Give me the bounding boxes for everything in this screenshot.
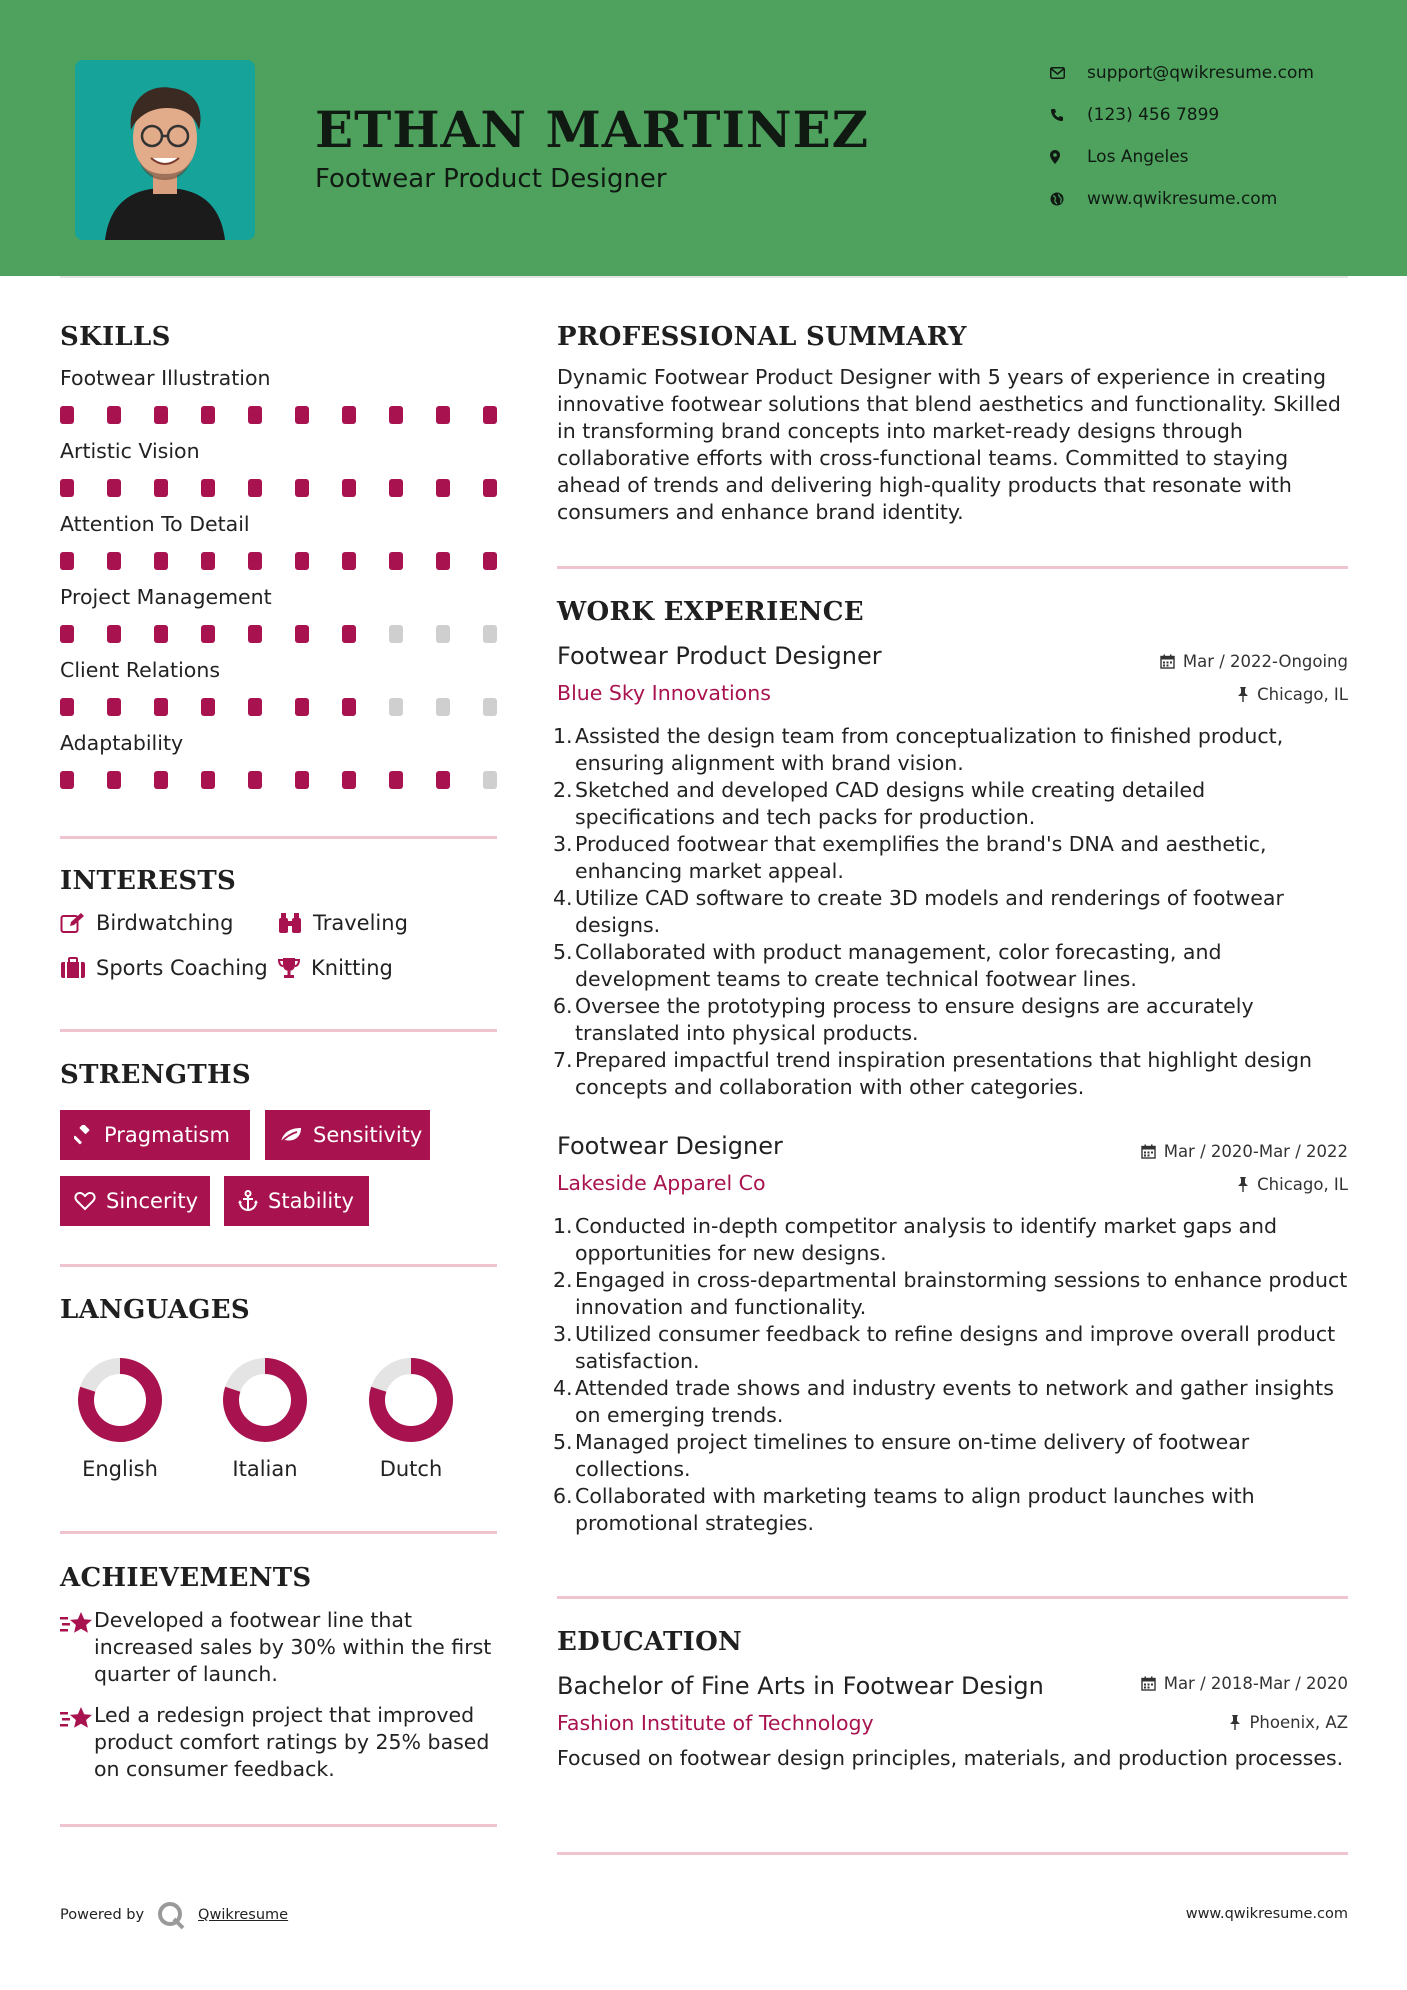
header-banner	[0, 0, 1407, 276]
skills-list	[60, 366, 497, 804]
contact-email[interactable]	[1050, 52, 1314, 94]
job-dates-text: Mar / 2020-Mar / 2022	[1163, 1142, 1348, 1161]
skill-name: Footwear Illustration	[60, 366, 271, 390]
skill-rating	[60, 625, 497, 643]
skill-rating-dot	[436, 406, 450, 424]
calendar-icon	[1141, 1144, 1156, 1159]
skill-rating-dot	[201, 552, 215, 570]
calendar-icon	[1141, 1676, 1156, 1691]
language-item	[50, 1355, 190, 1481]
job-duty-item: Oversee the prototyping process to ensure designs are accurately translated into physical products.	[575, 994, 1254, 1045]
section-divider	[60, 1824, 497, 1827]
skill-rating-dot	[389, 771, 403, 789]
job-location-text: Chicago, IL	[1257, 685, 1348, 704]
summary-title: PROFESSIONAL SUMMARY	[557, 322, 967, 352]
skill-rating	[60, 771, 497, 789]
footer-url[interactable]: www.qwikresume.com	[1185, 1906, 1348, 1922]
job-title: Footwear Designer	[557, 1132, 783, 1160]
skill-rating-dot	[154, 698, 168, 716]
skill-item	[60, 731, 497, 804]
job-duty-item: Managed project timelines to ensure on-time delivery of footwear collections.	[575, 1430, 1250, 1481]
skill-rating-dot	[154, 406, 168, 424]
interest-item	[60, 956, 268, 980]
skill-rating-dot	[389, 552, 403, 570]
skill-rating-dot	[483, 698, 497, 716]
skill-rating-dot	[295, 479, 309, 497]
skill-rating-dot	[342, 625, 356, 643]
experience-title: WORK EXPERIENCE	[557, 597, 864, 627]
skill-rating-dot	[483, 552, 497, 570]
edit-icon	[60, 912, 86, 934]
achievement-item	[60, 1702, 497, 1783]
contact-website-text: www.qwikresume.com	[1087, 189, 1278, 209]
skill-rating-dot	[201, 406, 215, 424]
skill-name: Adaptability	[60, 731, 184, 755]
strength-label: Stability	[268, 1189, 354, 1213]
skill-rating-dot	[154, 625, 168, 643]
contact-website[interactable]	[1050, 178, 1314, 220]
section-divider	[60, 1264, 497, 1267]
job-duty-item: Collaborated with product management, color forecasting, and development teams to create technical footwear lines.	[575, 940, 1222, 991]
languages-section	[60, 1295, 497, 1325]
skill-rating-dot	[389, 406, 403, 424]
education-title: EDUCATION	[557, 1627, 743, 1657]
skill-name: Attention To Detail	[60, 512, 250, 536]
globe-icon	[1050, 192, 1087, 206]
skill-rating-dot	[60, 771, 74, 789]
achievements-section	[60, 1563, 497, 1593]
education-description: Focused on footwear design principles, materials, and production processes.	[557, 1746, 1344, 1770]
skill-item	[60, 658, 497, 731]
trophy-icon	[277, 957, 301, 979]
skill-rating-dot	[436, 479, 450, 497]
skills-title: SKILLS	[60, 322, 171, 352]
phone-icon	[1050, 108, 1087, 122]
job-duty-item: Prepared impactful trend inspiration presentations that highlight design concepts and collaboration with other categories.	[575, 1048, 1313, 1099]
footer-brand-link[interactable]: Qwikresume	[198, 1907, 289, 1923]
language-label: Dutch	[379, 1457, 443, 1481]
skill-rating-dot	[60, 479, 74, 497]
job-location	[1237, 685, 1348, 704]
skill-rating-dot	[342, 771, 356, 789]
skill-rating-dot	[248, 771, 262, 789]
skill-rating-dot	[342, 479, 356, 497]
contact-list	[1050, 52, 1314, 220]
interest-label: Sports Coaching	[96, 956, 268, 980]
strength-tag	[60, 1176, 210, 1226]
skill-rating-dot	[201, 479, 215, 497]
skill-rating-dot	[436, 625, 450, 643]
skill-name: Client Relations	[60, 658, 221, 682]
achievement-item	[60, 1607, 497, 1688]
skill-rating-dot	[483, 625, 497, 643]
skill-rating-dot	[483, 406, 497, 424]
skill-rating-dot	[107, 771, 121, 789]
skill-rating	[60, 406, 497, 424]
job-duties-list	[557, 1213, 1348, 1537]
map-marker-icon	[1050, 150, 1087, 164]
skill-rating-dot	[248, 479, 262, 497]
binoculars-icon	[277, 912, 303, 934]
skill-name: Artistic Vision	[60, 439, 200, 463]
header-divider	[60, 276, 1348, 278]
job-duty-item: Utilize CAD software to create 3D models and renderings of footwear designs.	[575, 886, 1284, 937]
candidate-role: Footwear Product Designer	[315, 164, 667, 194]
pin-icon	[1237, 1177, 1249, 1192]
achievement-text: Led a redesign project that improved product comfort ratings by 25% based on consumer feedback.	[94, 1703, 490, 1781]
summary-section	[557, 322, 1348, 526]
interest-label: Traveling	[313, 911, 408, 935]
education-location	[1229, 1713, 1348, 1732]
skill-rating-dot	[107, 406, 121, 424]
job-duty-item: Utilized consumer feedback to refine designs and improve overall product satisfaction.	[575, 1322, 1336, 1373]
language-proficiency-ring	[220, 1355, 310, 1445]
skill-rating-dot	[483, 771, 497, 789]
experience-section	[557, 597, 1348, 627]
education-location-text: Phoenix, AZ	[1249, 1713, 1348, 1732]
contact-location	[1050, 136, 1314, 178]
contact-phone[interactable]	[1050, 94, 1314, 136]
profile-photo	[75, 60, 255, 240]
interest-item	[277, 956, 393, 980]
skill-rating-dot	[342, 698, 356, 716]
job-duty-item: Engaged in cross-departmental brainstorming sessions to enhance product innovation and functionality.	[575, 1268, 1348, 1319]
section-divider	[557, 566, 1348, 569]
summary-text: Dynamic Footwear Product Designer with 5 years of experience in creating innovative footwear solutions that blend aesthetics and functionality. Skilled in transforming brand concepts into market-ready designs through collaborative efforts with cross-functional teams. Committed to staying ahead of trends and delivering high-quality products that resonate with consumers and enhance brand identity.	[557, 365, 1341, 524]
section-divider	[557, 1852, 1348, 1855]
skill-item	[60, 512, 497, 585]
strengths-section	[60, 1060, 497, 1090]
strengths-title: STRENGTHS	[60, 1060, 251, 1090]
language-item	[341, 1355, 481, 1481]
skill-rating-dot	[389, 625, 403, 643]
skill-rating-dot	[154, 479, 168, 497]
section-divider	[60, 1531, 497, 1534]
skill-rating-dot	[201, 771, 215, 789]
languages-title: LANGUAGES	[60, 1295, 250, 1325]
strength-tag	[60, 1110, 250, 1160]
interest-item	[277, 911, 408, 935]
skill-rating-dot	[295, 698, 309, 716]
job-location	[1237, 1175, 1348, 1194]
education-dates-text: Mar / 2018-Mar / 2020	[1163, 1674, 1348, 1693]
skill-rating-dot	[342, 406, 356, 424]
skill-rating-dot	[60, 698, 74, 716]
skill-rating-dot	[60, 625, 74, 643]
skill-item	[60, 439, 497, 512]
section-divider	[60, 1029, 497, 1032]
skill-rating-dot	[107, 625, 121, 643]
section-divider	[557, 1596, 1348, 1599]
language-proficiency-ring	[366, 1355, 456, 1445]
skill-rating-dot	[295, 625, 309, 643]
skill-item	[60, 585, 497, 658]
interest-label: Birdwatching	[96, 911, 234, 935]
interests-title: INTERESTS	[60, 866, 237, 896]
skill-rating-dot	[60, 552, 74, 570]
job-company: Lakeside Apparel Co	[557, 1171, 766, 1195]
powered-by-text: Powered by	[60, 1907, 145, 1923]
section-divider	[60, 836, 497, 839]
interest-item	[60, 911, 233, 935]
gavel-icon	[74, 1125, 94, 1145]
education-section	[557, 1627, 1348, 1657]
skill-rating-dot	[248, 552, 262, 570]
anchor-icon	[238, 1190, 258, 1212]
envelope-icon	[1050, 67, 1087, 79]
achievements-title: ACHIEVEMENTS	[60, 1563, 312, 1593]
footer-powered-by	[60, 1900, 288, 1930]
skill-rating-dot	[342, 552, 356, 570]
skill-rating-dot	[107, 479, 121, 497]
job-location-text: Chicago, IL	[1257, 1175, 1348, 1194]
skill-rating-dot	[295, 406, 309, 424]
leaf-icon	[279, 1126, 303, 1144]
skill-rating-dot	[107, 698, 121, 716]
suitcase-icon	[60, 957, 86, 979]
strength-tag	[265, 1110, 430, 1160]
education-dates	[1141, 1674, 1348, 1693]
qwikresume-logo-icon	[156, 1900, 186, 1930]
skill-rating-dot	[436, 771, 450, 789]
skill-item	[60, 366, 497, 439]
skill-rating	[60, 552, 497, 570]
skill-rating	[60, 698, 497, 716]
job-duty-item: Attended trade shows and industry events to network and gather insights on emerging trends.	[575, 1376, 1334, 1427]
contact-location-text: Los Angeles	[1087, 147, 1189, 167]
skill-rating-dot	[389, 479, 403, 497]
language-label: English	[82, 1457, 158, 1481]
skill-rating-dot	[436, 552, 450, 570]
interest-label: Knitting	[311, 956, 393, 980]
skill-rating-dot	[436, 698, 450, 716]
skill-rating-dot	[295, 552, 309, 570]
calendar-icon	[1160, 654, 1175, 669]
job-dates	[1160, 652, 1348, 671]
contact-phone-text: (123) 456 7899	[1087, 105, 1220, 125]
strength-tag	[224, 1176, 369, 1226]
job-dates-text: Mar / 2022-Ongoing	[1182, 652, 1348, 671]
pin-icon	[1237, 687, 1249, 702]
skill-name: Project Management	[60, 585, 272, 609]
job-duty-item: Produced footwear that exemplifies the brand's DNA and aesthetic, enhancing market appeal.	[575, 832, 1267, 883]
language-label: Italian	[232, 1457, 298, 1481]
candidate-name: ETHAN MARTINEZ	[315, 100, 870, 159]
skill-rating	[60, 479, 497, 497]
pin-icon	[1229, 1715, 1241, 1730]
heart-icon	[74, 1191, 96, 1211]
strength-label: Sincerity	[106, 1189, 199, 1213]
skill-rating-dot	[248, 698, 262, 716]
skill-rating-dot	[248, 406, 262, 424]
language-proficiency-ring	[75, 1355, 165, 1445]
star-icon	[60, 1702, 94, 1783]
skill-rating-dot	[389, 698, 403, 716]
skill-rating-dot	[154, 552, 168, 570]
language-item	[195, 1355, 335, 1481]
skill-rating-dot	[483, 479, 497, 497]
achievement-text: Developed a footwear line that increased sales by 30% within the first quarter of launch.	[94, 1608, 492, 1686]
skill-rating-dot	[201, 698, 215, 716]
education-degree: Bachelor of Fine Arts in Footwear Design	[557, 1672, 1044, 1700]
interests-section	[60, 866, 497, 896]
skill-rating-dot	[295, 771, 309, 789]
job-duty-item: Assisted the design team from conceptualization to finished product, ensuring alignment with brand vision.	[575, 724, 1284, 775]
contact-email-text: support@qwikresume.com	[1087, 63, 1314, 83]
education-school: Fashion Institute of Technology	[557, 1711, 874, 1735]
job-duty-item: Collaborated with marketing teams to align product launches with promotional strategies.	[575, 1484, 1255, 1535]
skill-rating-dot	[60, 406, 74, 424]
job-duty-item: Sketched and developed CAD designs while creating detailed specifications and tech packs for production.	[575, 778, 1206, 829]
job-duty-item: Conducted in-depth competitor analysis to identify market gaps and opportunities for new designs.	[575, 1214, 1278, 1265]
job-company: Blue Sky Innovations	[557, 681, 771, 705]
strength-label: Pragmatism	[104, 1123, 230, 1147]
skill-rating-dot	[107, 552, 121, 570]
skill-rating-dot	[154, 771, 168, 789]
job-duties-list	[557, 723, 1348, 1101]
star-icon	[60, 1607, 94, 1688]
skill-rating-dot	[248, 625, 262, 643]
skills-section	[60, 322, 497, 804]
strength-label: Sensitivity	[313, 1123, 423, 1147]
job-title: Footwear Product Designer	[557, 642, 882, 670]
skill-rating-dot	[201, 625, 215, 643]
job-dates	[1141, 1142, 1348, 1161]
